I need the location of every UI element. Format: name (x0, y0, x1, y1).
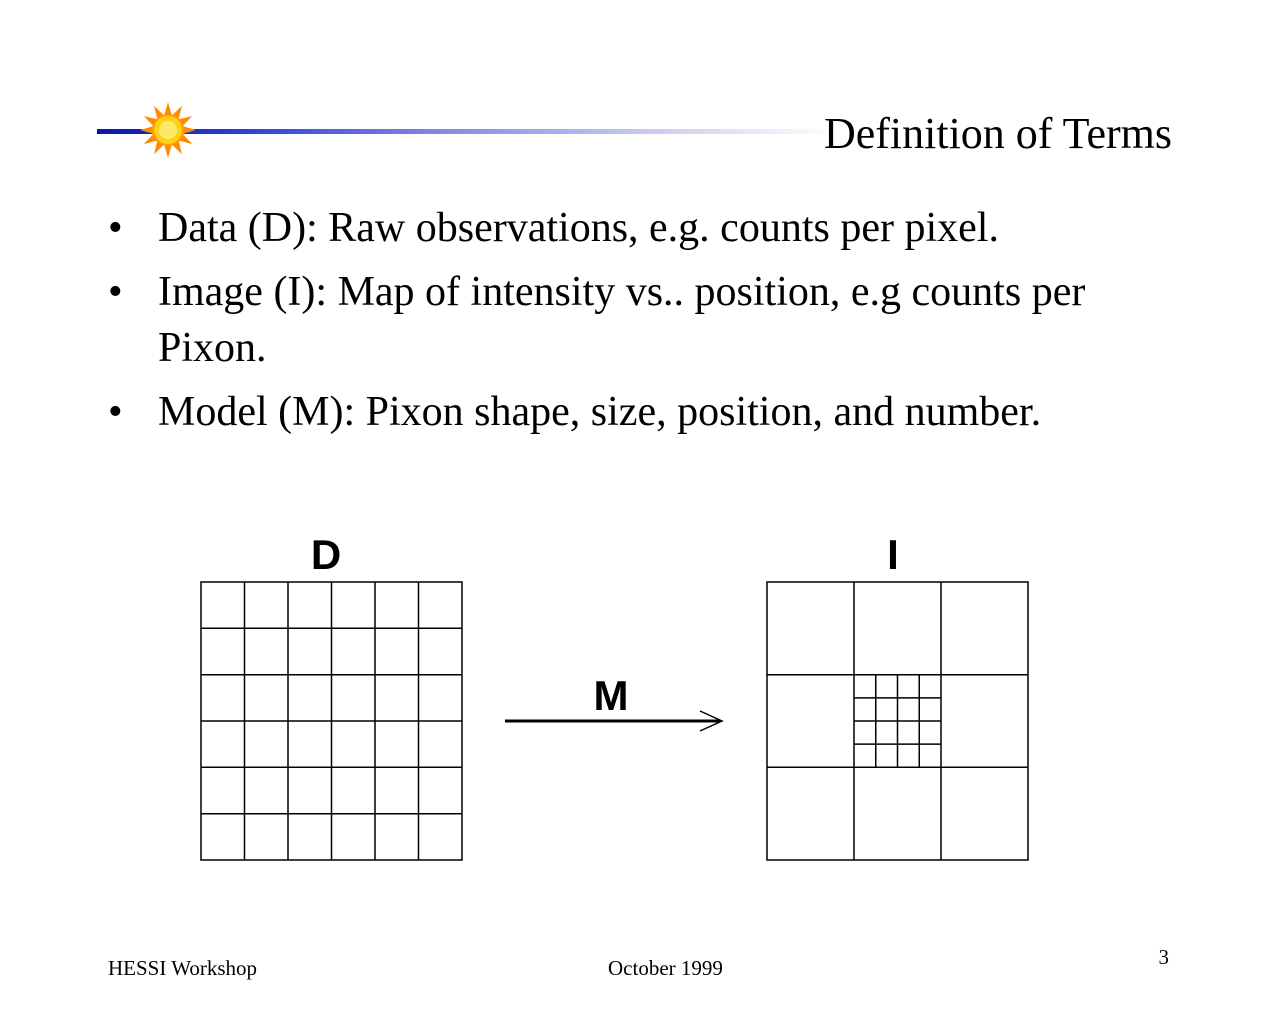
bullet-marker: • (108, 269, 123, 315)
model-label: M (593, 672, 629, 719)
sun-icon (138, 100, 198, 160)
bullet-marker: • (108, 205, 123, 251)
bullet-item-image (108, 264, 1168, 376)
pixon-diagram (0, 520, 1280, 880)
header-rule (97, 129, 837, 134)
data-pixel-grid (201, 582, 462, 860)
data-label: D (310, 531, 342, 578)
page-number: 3 (1158, 945, 1169, 969)
footer-event: HESSI Workshop (108, 956, 258, 980)
bullet-item-data (108, 200, 1168, 256)
bullet-text: Data (D): Raw observations, e.g. counts per pixel. (158, 205, 999, 251)
bullet-marker: • (108, 389, 123, 435)
footer-date: October 1999 (608, 956, 723, 980)
bullet-item-model (108, 384, 1168, 440)
bullet-text: Model (M): Pixon shape, size, position, and number. (158, 389, 1042, 435)
slide-title: Definition of Terms (823, 109, 1172, 158)
bullet-list (108, 200, 1168, 448)
image-label: I (887, 531, 899, 578)
bullet-text: Image (I): Map of intensity vs.. position, e.g counts per Pixon. (158, 269, 1086, 371)
image-pixon-grid (767, 582, 1028, 860)
